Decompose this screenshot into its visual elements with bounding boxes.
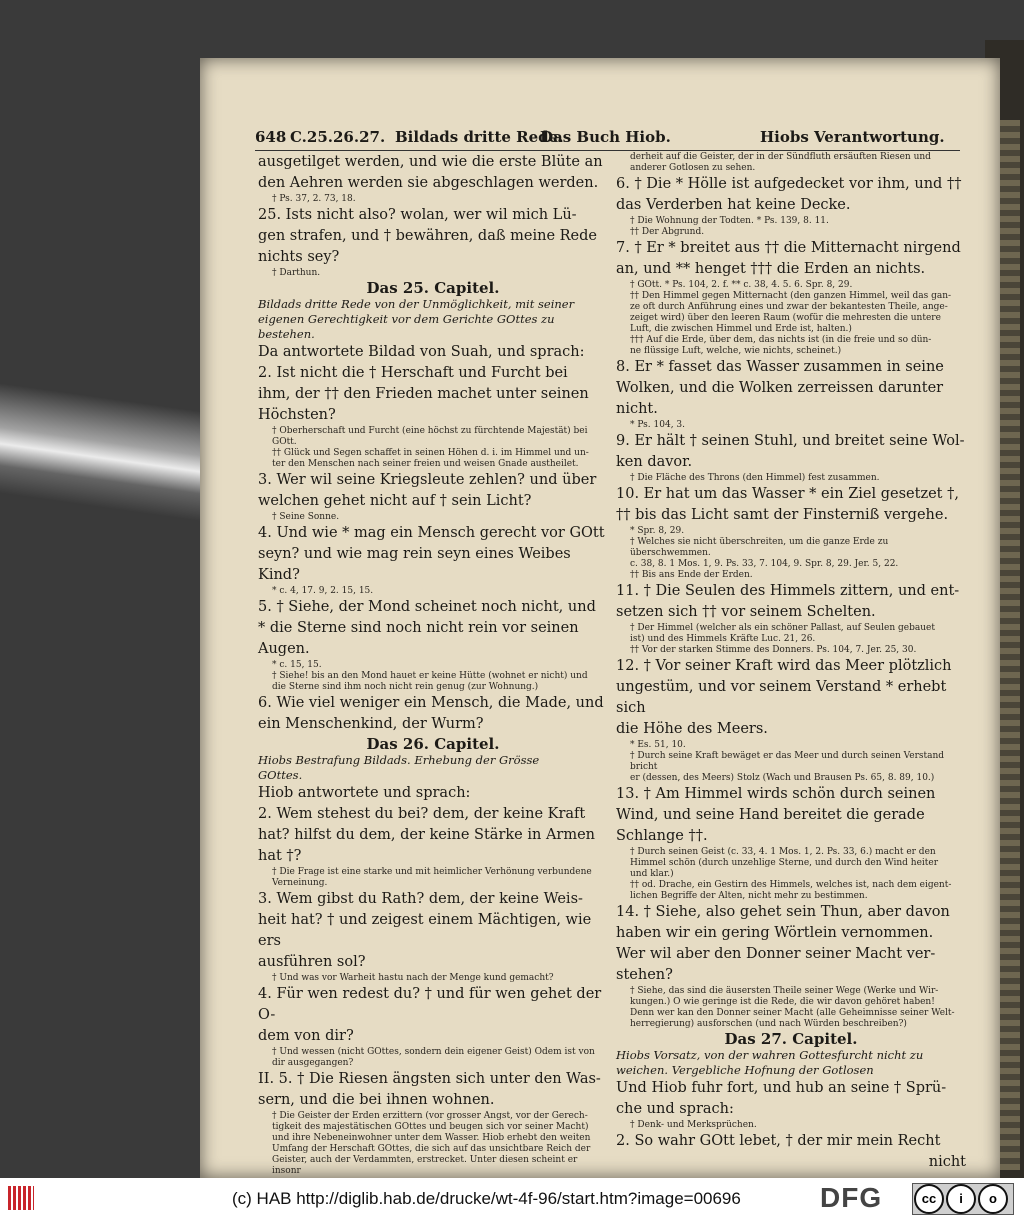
footnote: zeiget wird) über den leeren Raum (wofür die mehresten die untere [630,313,941,323]
verse-line: Wolken, und die Wolken zerreissen darunter [616,380,944,396]
verse-line: ungestüm, und vor seinem Verstand * erhebt sich [616,679,947,716]
verse-line: ihm, der †† den Frieden machet unter seinen [258,386,589,402]
verse-line: che und sprach: [616,1101,734,1117]
header-right-title: Hiobs Verantwortung. [760,128,945,146]
verse-line: 8. Er * fasset das Wasser zusammen in seine [616,359,944,375]
footnote: † Welches sie nicht überschreiten, um die ganze Erde zu überschwemmen. [630,537,889,558]
verse-line: Schlange ††. [616,828,708,844]
catchword: nicht [928,1154,966,1170]
footnote: ze oft durch Anführung eines und zwar der bekantesten Theile, ange- [630,302,948,312]
footnote: †† Glück und Segen schaffet in seinen Höhen d. i. im Himmel und un- [272,448,589,458]
verse-line: Hiob antwortete und sprach: [258,785,471,801]
verse-line: ausführen sol? [258,954,366,970]
verse-line: dem von dir? [258,1028,354,1044]
footnote: † Die Frage ist eine starke und mit heimlicher Verhönung verbundene [272,867,592,877]
footnote: † Siehe, das sind die äusersten Theile seiner Wege (Werke und Wir- [630,986,939,996]
verse-line: 3. Wer wil seine Kriegsleute zehlen? und über [258,472,597,488]
verse-line: 4. Und wie * mag ein Mensch gerecht vor GOtt [258,525,605,541]
footnote: lichen Begriffe der Alten, nicht mehr zu bestimmen. [630,891,868,901]
footnote: †† Bis ans Ende der Erden. [630,570,753,580]
header-rule [255,150,960,151]
verse-line: 2. So wahr GOtt lebet, † der mir mein Recht [616,1133,941,1149]
footnote: Umfang der Herschaft GOttes, die sich auf das unsichtbare Reich der [272,1144,591,1154]
chapter-heading: Das 26. Capitel. [366,735,500,753]
footnote: †† od. Drache, ein Gestirn des Himmels, welches ist, nach dem eigent- [630,880,952,890]
header-left-title: Bildads dritte Rede. [395,128,564,146]
footnote: † Siehe! bis an den Mond hauet er keine Hütte (wohnet er nicht) und [272,671,588,681]
verse-line: den Aehren werden sie abgeschlagen werden. [258,175,599,191]
footnote: † Denk- und Merksprüchen. [630,1120,757,1130]
footnote: † Seine Sonne. [272,512,340,522]
footnote: † Und was vor Warheit hastu nach der Menge kund gemacht? [272,973,554,983]
footnote: Himmel schön (durch unzehlige Sterne, und durch den Wind heiter [630,858,939,868]
chapter-summary: Hiobs Bestrafung Bildads. Erhebung der Grösse [258,753,540,767]
footnote: † Oberherschaft und Furcht (eine höchst zu fürchtende Majestät) bei [272,426,588,436]
verse-line: nichts sey? [258,249,340,265]
verse-line: heit hat? † und zeigest einem Mächtigen, wie ers [258,912,592,949]
chapter-summary: GOttes. [258,768,303,782]
footnote: er (dessen, des Meers) Stolz (Wach und Brausen Ps. 65, 8. 89, 10.) [630,773,935,783]
footnote: c. 38, 8. 1 Mos. 1, 9. Ps. 33, 7. 104, 9. Spr. 8, 29. Jer. 5, 22. [630,559,899,569]
footnote: Luft, die zwischen Himmel und Erde ist, halten.) [630,324,852,334]
footnote: † Ps. 37, 2. 73, 18. [272,194,356,204]
verse-line: 5. † Siehe, der Mond scheinet noch nicht, und [258,599,596,615]
verse-line: 11. † Die Seulen des Himmels zittern, und ent- [616,583,960,599]
footnote: † Die Wohnung der Todten. * Ps. 139, 8. 11. [630,216,829,226]
verse-line: das Verderben hat keine Decke. [616,197,851,213]
verse-line: ken davor. [616,454,693,470]
footnote: * Spr. 8, 29. [630,526,685,536]
dfg-logo: DFG [820,1182,883,1213]
footer-bar [0,1178,1024,1218]
verse-line: * die Sterne sind noch nicht rein vor seinen Augen. [258,620,579,657]
verse-line: Höchsten? [258,407,336,423]
footnote: Denn wer kan den Donner seiner Macht (alle Geheimnisse seiner Welt- [630,1008,955,1018]
header-book-title: Das Buch Hiob. [540,128,671,146]
verse-line: 2. Ist nicht die † Herschaft und Furcht bei [258,365,568,381]
footnote: † Durch seinen Geist (c. 33, 4. 1 Mos. 1, 2. Ps. 33, 6.) macht er den [630,847,936,857]
footnote: * Ps. 104, 3. [630,420,686,430]
verse-line: Wind, und seine Hand bereitet die gerade [616,807,925,823]
verse-line: 3. Wem gibst du Rath? dem, der keine Weis- [258,891,583,907]
verse-line: hat †? [258,848,302,864]
verse-line: 6. † Die * Hölle ist aufgedecket vor ihm, und †† [616,176,962,192]
sa-icon: o [978,1184,1008,1214]
verse-line: 4. Für wen redest du? † und für wen gehet der O- [258,986,602,1023]
footnote: †† Der Abgrund. [630,227,705,237]
chapter-summary: Bildads dritte Rede von der Unmöglichkeit, mit seiner [258,297,575,311]
chapter-summary: eigenen Gerechtigkeit vor dem Gerichte GOttes zu [258,312,555,326]
footnote: und klar.) [630,869,674,879]
copyright-link[interactable]: (c) HAB http://diglib.hab.de/drucke/wt-4f-96/start.htm?image=00696 [232,1189,741,1208]
verse-line: †† bis das Licht samt der Finsterniß vergehe. [616,507,949,523]
footnote: dir ausgegangen? [272,1058,354,1068]
verse-line: haben wir ein gering Wörtlein vernommen. [616,925,934,941]
cc-license-badge[interactable] [912,1183,1014,1215]
footnote: † Der Himmel (welcher als ein schöner Pallast, auf Seulen gebauet [630,623,935,633]
chapter-range: C.25.26.27. [290,128,386,146]
chapter-heading: Das 27. Capitel. [724,1030,858,1048]
footnote: * c. 15, 15. [272,660,322,670]
chapter-summary: bestehen. [258,327,315,341]
verse-line: gen strafen, und † bewähren, daß meine Rede [258,228,597,244]
left-column [258,152,608,1177]
verse-line: 12. † Vor seiner Kraft wird das Meer plötzlich [616,658,952,674]
by-icon: i [946,1184,976,1214]
verse-line: nicht. [616,401,658,417]
verse-line: Da antwortete Bildad von Suah, und sprach: [258,344,585,360]
footnote: anderer Gotlosen zu sehen. [630,163,756,173]
verse-line: Wer wil aber den Donner seiner Macht ver- [616,946,936,962]
footnote: †† Vor der starken Stimme des Donners. Ps. 104, 7. Jer. 25, 30. [630,645,917,655]
footnote: † Und wessen (nicht GOttes, sondern dein eigener Geist) Odem ist von [272,1047,595,1057]
verse-line: setzen sich †† vor seinem Schelten. [616,604,876,620]
footnote: Geister, auch der Verdammten, erstrecket. Unter diesen scheint er insonr [272,1155,578,1176]
verse-line: 7. † Er * breitet aus †† die Mitternacht nirgend [616,240,961,256]
verse-line: 13. † Am Himmel wirds schön durch seinen [616,786,936,802]
footnote: * c. 4, 17. 9, 2. 15, 15. [272,586,374,596]
footnote: ter den Menschen nach seiner freien und weisen Gnade austheilet. [272,459,579,469]
verse-line: an, und ** henget ††† die Erden an nichts. [616,261,926,277]
verse-line: welchen gehet nicht auf † sein Licht? [258,493,532,509]
verse-line: die Höhe des Meers. [616,721,768,737]
footnote: und ihre Nebeneinwohner unter dem Wasser. Hiob erhebt den weiten [272,1133,591,1143]
footnote: herregierung) ausforschen (und nach Würden beschreiben?) [630,1019,907,1029]
verse-line: stehen? [616,967,673,983]
verse-line: 25. Ists nicht also? wolan, wer wil mich Lü- [258,207,577,223]
verse-line: 9. Er hält † seinen Stuhl, und breitet seine Wol- [616,433,965,449]
chapter-heading: Das 25. Capitel. [366,279,500,297]
verse-line: ausgetilget werden, und wie die erste Blüte an [258,154,603,170]
footnote: Verneinung. [272,878,328,888]
chapter-summary: Hiobs Vorsatz, von der wahren Gottesfurcht nicht zu [616,1048,924,1062]
footnote: † Die Geister der Erden erzittern (vor grosser Angst, vor der Gerech- [272,1111,588,1121]
footnote: † Darthun. [272,268,321,278]
footnote: * Es. 51, 10. [630,740,686,750]
footnote: ist) und des Himmels Kräfte Luc. 21, 26. [630,634,816,644]
verse-line: hat? hilfst du dem, der keine Stärke in Armen [258,827,596,843]
verse-line: 14. † Siehe, also gehet sein Thun, aber davon [616,904,950,920]
footnote: †† Den Himmel gegen Mitternacht (den ganzen Himmel, weil das gan- [630,291,952,301]
hab-barcode-logo [8,1186,34,1210]
footnote: die Sterne sind ihm noch nicht rein genug (zur Wohnung.) [272,682,539,692]
verse-line: seyn? und wie mag rein seyn eines Weibes Kind? [258,546,571,583]
footnote: † Durch seine Kraft bewäget er das Meer und durch seinen Verstand bricht [630,751,945,772]
footnote: ††† Auf die Erde, über dem, das nichts ist (in die freie und so dün- [630,335,932,345]
verse-line: 10. Er hat um das Wasser * ein Ziel gesetzet †, [616,486,959,502]
footnote: GOtt. [272,437,297,447]
verse-line: sern, und die bei ihnen wohnen. [258,1092,495,1108]
footnote: ne flüssige Luft, welche, wie nichts, scheinet.) [630,346,842,356]
verse-line: ein Menschenkind, der Wurm? [258,716,484,732]
verse-line: 6. Wie viel weniger ein Mensch, die Made, und [258,695,604,711]
footnote: tigkeit des majestätischen GOttes und beugen sich vor seiner Macht) [272,1122,589,1132]
verse-line: II. 5. † Die Riesen ängsten sich unter den Was- [258,1071,601,1087]
footnote: † Die Fläche des Throns (den Himmel) fest zusammen. [630,473,880,483]
cc-icon: cc [914,1184,944,1214]
page-number: 648 [255,128,287,146]
footnote: kungen.) O wie geringe ist die Rede, die wir davon gehöret haben! [630,997,935,1007]
verse-line: 2. Wem stehest du bei? dem, der keine Kraft [258,806,586,822]
verse-line: Und Hiob fuhr fort, und hub an seine † Sprü- [616,1080,947,1096]
right-column [616,152,966,1173]
chapter-summary: weichen. Vergebliche Hofnung der Gotlosen [616,1063,874,1077]
footnote: derheit auf die Geister, der in der Sündfluth ersäuften Riesen und [630,152,931,162]
footnote: † GOtt. * Ps. 104, 2. f. ** c. 38, 4. 5. 6. Spr. 8, 29. [630,280,853,290]
